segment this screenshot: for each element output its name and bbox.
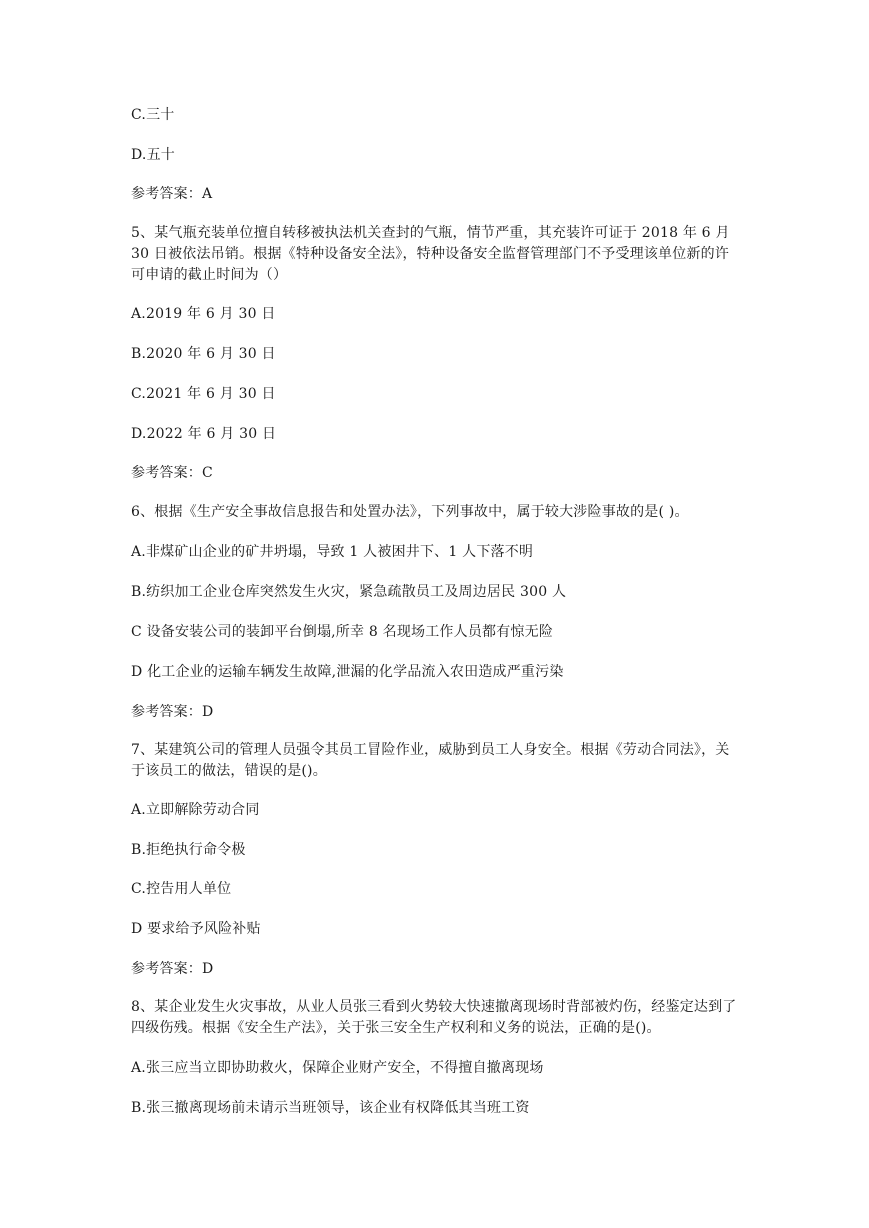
- q6-option-b: B.纺织加工企业仓库突然发生火灾，紧急疏散员工及周边居民 300 人: [131, 584, 567, 600]
- q6-option-c: C 设备安装公司的装卸平台倒塌,所幸 8 名现场工作人员都有惊无险: [131, 624, 554, 640]
- q5-option-a: A.2019 年 6 月 30 日: [131, 306, 276, 322]
- q7-option-d: D 要求给予风险补贴: [131, 921, 261, 937]
- answer-q5: 参考答案：C: [131, 465, 213, 481]
- option-d-50: D.五十: [131, 147, 175, 163]
- question-7: 7、某建筑公司的管理人员强令其员工冒险作业，威胁到员工人身安全。根据《劳动合同法》，关于该员工的做法，错误的是()。: [131, 742, 730, 779]
- q8-option-b: B.张三撤离现场前未请示当班领导，该企业有权降低其当班工资: [131, 1100, 530, 1116]
- q6-option-a: A.非煤矿山企业的矿井坍塌，导致 1 人被困井下、1 人下落不明: [131, 544, 534, 560]
- q7-option-b: B.拒绝执行命令极: [131, 842, 246, 858]
- q7-option-a: A.立即解除劳动合同: [131, 802, 260, 818]
- q5-option-b: B.2020 年 6 月 30 日: [131, 346, 276, 362]
- question-8: 8、某企业发生火灾事故，从业人员张三看到火势较大快速撤离现场时背部被灼伤，经鉴定达到了四级伤残。根据《安全生产法》，关于张三安全生产权利和义务的说法，正确的是()。: [131, 999, 737, 1036]
- answer-q7: 参考答案：D: [131, 961, 214, 977]
- q7-option-c: C.控告用人单位: [131, 881, 232, 897]
- q5-option-c: C.2021 年 6 月 30 日: [131, 386, 276, 402]
- option-c-30: C.三十: [131, 107, 175, 123]
- q6-option-d: D 化工企业的运输车辆发生故障,泄漏的化学品流入农田造成严重污染: [131, 664, 564, 680]
- answer-q6: 参考答案：D: [131, 704, 214, 720]
- question-5: 5、某气瓶充装单位擅自转移被执法机关查封的气瓶，情节严重，其充装许可证于 2018 年 6 月 30 日被依法吊销。根据《特种设备安全法》，特种设备安全监督管理部门不予受理该单位新的许可申请的截止时间为（）: [131, 225, 730, 283]
- q5-option-d: D.2022 年 6 月 30 日: [131, 426, 277, 442]
- q8-option-a: A.张三应当立即协助救火，保障企业财产安全，不得擅自撤离现场: [131, 1060, 544, 1076]
- answer-q4: 参考答案：A: [131, 186, 213, 202]
- question-6: 6、根据《生产安全事故信息报告和处置办法》，下列事故中，属于较大涉险事故的是( )。: [131, 504, 689, 520]
